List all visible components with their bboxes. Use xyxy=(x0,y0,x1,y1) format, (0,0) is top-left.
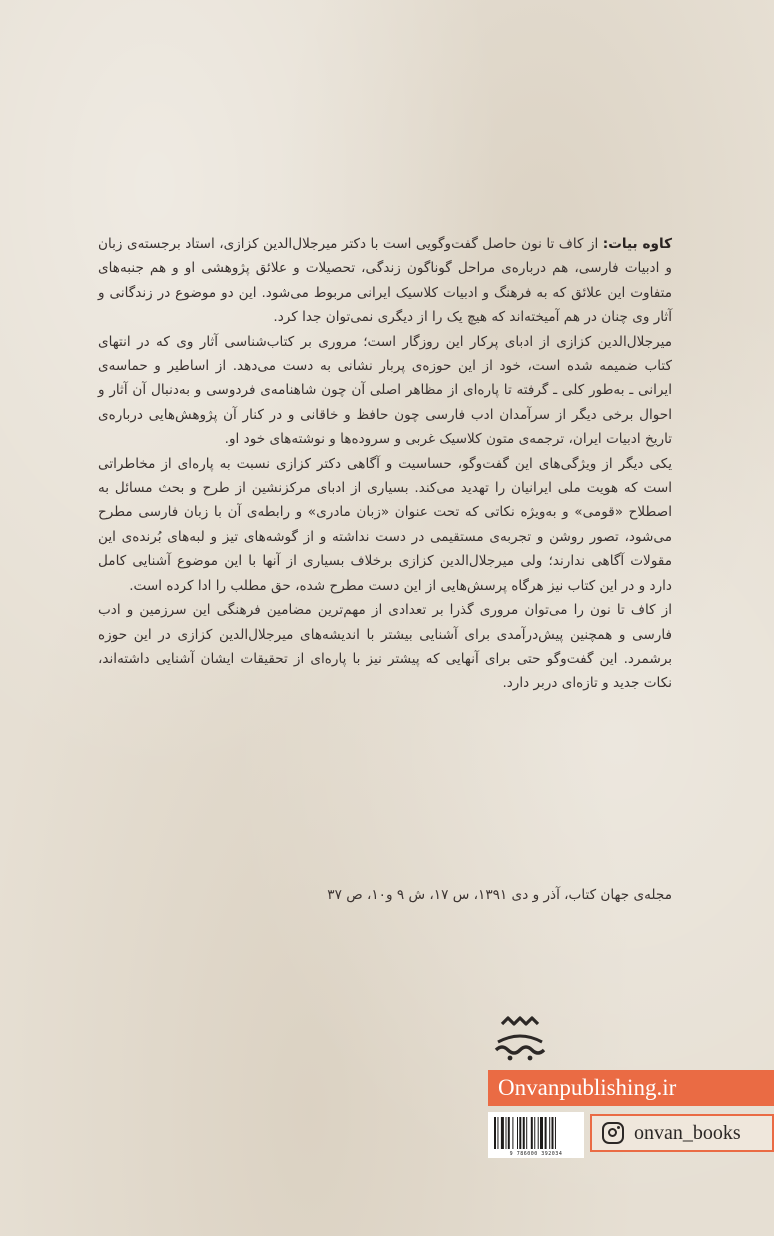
intro-paragraph xyxy=(98,232,672,330)
source-citation: مجله‌ی جهان کتاب، آذر و دی ۱۳۹۱، س ۱۷، ش ۹ و۱۰، ص ۳۷ xyxy=(327,887,672,903)
barcode-icon xyxy=(494,1117,578,1149)
instagram-icon xyxy=(602,1122,624,1144)
paragraph-summary: از کاف تا نون را می‌توان مروری گذرا بر تعدادی از مهم‌ترین مضامین فرهنگی این سرزمین و ادب فارسی و همچنین پیش‌درآمدی برای آشنایی بیشتر با اندیشه‌های میرجلال‌الدین کزازی در این حوزه برشمرد. این گفت‌وگو حتی برای آنهایی که پیشتر نیز با پاره‌ای از تحقیقات ایشان آشنایی داشته‌اند، نکات جدید و تازه‌ای دربر دارد. xyxy=(98,602,672,692)
intro-text: از کاف تا نون حاصل گفت‌وگویی است با دکتر میرجلال‌الدین کزازی، استاد برجسته‌ی زبان و ادبیات فارسی، هم درباره‌ی مراحل گوناگون زندگی، تحصیلات و علائق پژوهشی او و هم جنبه‌های متفاوت این علائق که به فرهنگ و ادبیات کلاسیک ایرانی مربوط می‌شود. این دو موضوع در زندگانی و آثار وی چنان در هم آمیخته‌اند که هیچ یک را از دیگری نمی‌توان جدا کرد. xyxy=(98,236,672,326)
author-name: کاوه بیات: xyxy=(602,236,672,252)
publisher-website[interactable]: Onvanpublishing.ir xyxy=(488,1070,774,1106)
paragraph-works: میرجلال‌الدین کزازی از ادبای پرکار این روزگار است؛ مروری بر کتاب‌شناسی آثار وی که در انتهای کتاب ضمیمه شده است، خود از این حوزه‌ی پربار نشانی به دست می‌دهد. از اساطیر و حماسه‌ی ایرانی ـ به‌طور کلی ـ گرفته تا پاره‌ای از مظاهر اصلی آن چون شاهنامه‌ی فردوسی و به‌دنبال آن آثار و احوال برخی دیگر از سرآمدان ادب فارسی چون حافظ و خاقانی و در کنار آن پژوهش‌هایی درباره‌ی تاریخ ادبیات ایران، ترجمه‌ی متون کلاسیک غربی و سروده‌ها و نوشته‌های خود او. xyxy=(98,333,672,448)
barcode xyxy=(488,1112,584,1158)
paragraph-identity: یکی دیگر از ویژگی‌های این گفت‌وگو، حساسیت و آگاهی دکتر کزازی نسبت به پاره‌ای از مخاطراتی است که هویت ملی ایرانیان را تهدید می‌کند. بسیاری از ادبای مرکزنشین از طرح و بحث مسائل به اصطلاح «قومی» و به‌ویژه نکاتی که تحت عنوان «زبان مادری» و رابطه‌ی آن با زبان فارسی مطرح می‌شود، تصور روشن و تجربه‌ی مستقیمی در دست نداشته و از گوشه‌های تیز و لبه‌های بُرنده‌ی این مقولات آگاهی ندارند؛ ولی میرجلال‌الدین کزازی برخلاف بسیاری از آنها با این موضوع آشنایی کامل دارد و در این کتاب نیز هرگاه پرسش‌هایی از این دست مطرح شده، حق مطلب را ادا کرده است. xyxy=(98,455,672,594)
onvan-logo-icon xyxy=(488,1016,552,1062)
barcode-digits: 9 786000 392034 xyxy=(509,1151,563,1157)
back-cover-text xyxy=(98,232,672,696)
instagram-handle-box[interactable] xyxy=(590,1114,774,1152)
instagram-handle: onvan_books xyxy=(634,1121,741,1144)
